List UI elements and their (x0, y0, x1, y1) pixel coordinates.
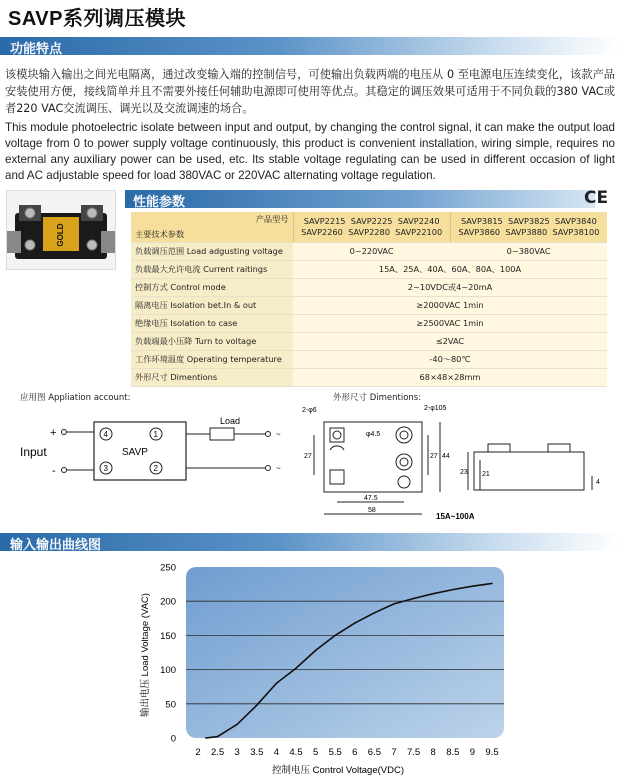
ac-tilde-2: ~ (276, 464, 281, 473)
data-point (295, 667, 297, 669)
dim-47-5: 47.5 (364, 495, 378, 502)
module-label: SAVP (122, 447, 148, 458)
input-minus: - (52, 465, 56, 477)
x-tick-label: 4 (273, 747, 280, 758)
table-row: 隔离电压 Isolation bet.In & out ≥2000VAC 1min (131, 296, 607, 314)
table-row: 负载调压范围 Load adgusting voltage 0~220VAC 0~380VAC (131, 242, 607, 260)
y-tick-label: 100 (160, 665, 176, 677)
data-point (413, 598, 415, 600)
dim-4: 4 (596, 479, 600, 486)
x-tick-label: 5.5 (328, 747, 342, 758)
load-label: Load (220, 416, 241, 426)
specs-section-title: 性能参数 (133, 195, 186, 210)
x-tick-label: 6 (352, 747, 358, 758)
pin-1: 1 (153, 430, 158, 439)
x-tick-label: 5 (312, 747, 319, 758)
hole-a: 2-φ6 (302, 407, 317, 414)
data-point (205, 737, 207, 739)
dim-58: 58 (368, 507, 376, 514)
models-220: SAVP2215 SAVP2225 SAVP2240 SAVP2260 SAVP2280 SAVP22100 (293, 212, 450, 242)
x-tick-label: 8 (430, 747, 436, 758)
x-tick-label: 2.5 (210, 747, 225, 758)
curve-section-title: 输入输出曲线图 (10, 538, 102, 553)
plot-area (186, 567, 504, 738)
dim-27-left: 27 (304, 453, 312, 460)
ac-tilde-1: ~ (276, 430, 281, 439)
x-tick-label: 7 (391, 747, 397, 758)
y-tick-label: 200 (160, 596, 176, 608)
x-tick-label: 6.5 (367, 747, 382, 758)
features-section-title: 功能特点 (10, 42, 63, 57)
data-point (452, 589, 454, 591)
features-text-zh: 该模块输入输出之间光电隔离，通过改变输入端的控制信号，可使输出负载两端的电压从 0 至电源电压连续变化，该款产品安装使用方便，接线简单并且不需要外接任何辅助电源即可使用等优点。其稳定的调压效果可适用于不同负载的380 VAC或者220 VAC交流调压、调光以及交流调速的场合。 (5, 68, 615, 115)
y-tick-label: 150 (160, 630, 176, 642)
dimensions-caption: 外形尺寸 Dimentions: (333, 393, 422, 403)
data-point (256, 704, 258, 706)
features-text-en: This module photoelectric isolate between input and output, by changing the control signal, it can make the output load voltage from 0 to power supply voltage continuously, this product is convenient installation, wiring simple, requires no external any auxiliary power can be used, etc. Its stable voltage regulating can be used in different occasion of light and AC adjustable speed for load 380VAC or 220VAC alternating voltage regulation. (5, 121, 615, 182)
x-tick-label: 3.5 (250, 747, 264, 758)
data-point (217, 736, 219, 738)
data-point (354, 622, 356, 624)
y-tick-label: 0 (170, 733, 176, 745)
data-point (472, 585, 474, 587)
dim-23: 23 (460, 469, 468, 476)
dimension-drawing (298, 400, 610, 525)
curve-section-bar (0, 533, 619, 551)
input-plus: + (50, 427, 57, 439)
dim-44: 44 (442, 453, 450, 460)
features-section-bar (0, 37, 619, 55)
models-380: SAVP3815 SAVP3825 SAVP3840 SAVP3860 SAVP3880 SAVP38100 (450, 212, 607, 242)
x-axis-label: 控制电压 Control Voltage(VDC) (272, 765, 404, 775)
input-label: Input (20, 445, 47, 459)
io-curve-chart (0, 555, 619, 775)
pin-4: 4 (103, 430, 108, 439)
table-row: 负载端最小压降 Turn to voltage ≤2VAC (131, 332, 607, 350)
y-tick-label: 50 (165, 699, 176, 711)
page-title: SAVP系列调压模块 (8, 8, 186, 30)
dim-21: 21 (482, 471, 490, 478)
data-point (276, 682, 278, 684)
spec-table (131, 212, 607, 387)
pin-2: 2 (153, 464, 158, 473)
table-row: 绝缘电压 Isolation to case ≥2500VAC 1min (131, 314, 607, 332)
x-tick-label: 3 (234, 747, 240, 758)
hole-c: φ4.5 (366, 431, 381, 438)
data-point (315, 650, 317, 652)
table-row: 工作环境温度 Operating temperature -40～80℃ (131, 350, 607, 368)
hole-b: 2-φ105 (424, 405, 447, 412)
product-image (6, 190, 116, 270)
data-point (393, 603, 395, 605)
product-brand: GOLD (56, 223, 65, 247)
x-tick-label: 2 (195, 747, 201, 758)
x-tick-label: 9 (469, 747, 476, 758)
y-axis-label: 输出电压 Load Voltage (VAC) (140, 593, 151, 717)
table-row: 负载最大允许电流 Current raitings 15A、25A、40A、60A、80A、100A (131, 260, 607, 278)
header-model-label: 产品型号 (255, 214, 289, 224)
data-point (334, 635, 336, 637)
dim-27-right: 27 (430, 453, 438, 460)
spec-table-header (131, 212, 607, 242)
wiring-diagram (14, 404, 294, 494)
model-note: 15A~100A (436, 512, 475, 521)
data-point (432, 593, 434, 595)
x-tick-label: 9.5 (485, 747, 499, 758)
table-row: 外形尺寸 Dimentions 68×48×28mm (131, 368, 607, 386)
x-tick-label: 7.5 (406, 747, 421, 758)
x-tick-label: 4.5 (289, 747, 303, 758)
data-point (491, 583, 493, 585)
ce-mark: CE (584, 188, 609, 208)
data-point (236, 724, 238, 726)
table-row: 控制方式 Control mode 2~10VDC或4~20mA (131, 278, 607, 296)
wiring-caption: 应用图 Appliation account: (20, 393, 131, 403)
header-param-label: 主要技术参数 (135, 228, 185, 239)
y-tick-label: 250 (160, 562, 176, 574)
x-tick-label: 8.5 (446, 747, 460, 758)
specs-section-bar (125, 190, 595, 208)
data-point (374, 612, 376, 614)
pin-3: 3 (103, 464, 108, 473)
